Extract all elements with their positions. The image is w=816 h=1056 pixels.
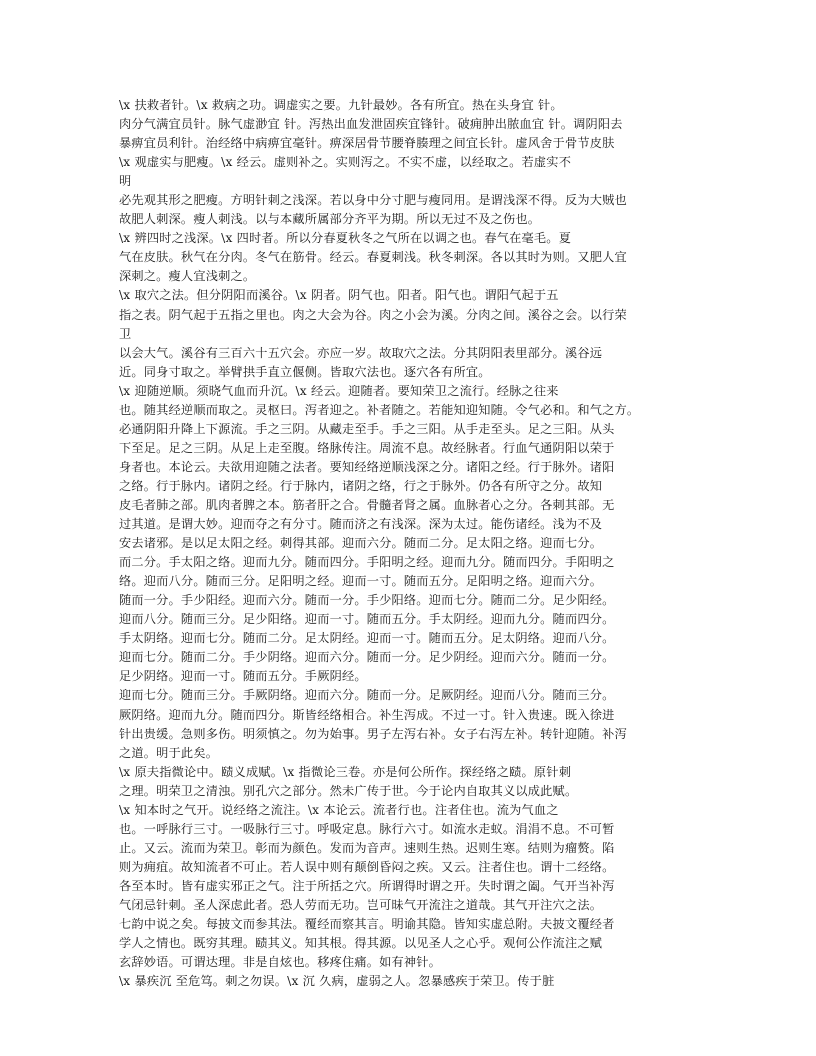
text-line: \x 原夫指微论中。赜义成赋。\x 指微论三卷。亦是何公所作。探经络之赜。原针刺 (119, 764, 572, 779)
text-line: 则为痈疽。故知流者不可止。若人误中则有颠倒昏闷之疾。又云。注者住也。谓十二经络。 (119, 859, 615, 874)
text-line: 下至足。足之三阴。从足上走至腹。络脉传注。周流不息。故经脉者。行血气通阴阳以荣于 (119, 440, 615, 455)
text-line: \x 知本时之气开。说经络之流注。\x 本论云。流者行也。注者住也。流为气血之 (119, 802, 559, 817)
text-line: 身者也。本论云。夫欲用迎随之法者。要知经络逆顺浅深之分。诸阳之经。行于脉外。诸阳 (119, 459, 615, 474)
text-line: \x 辨四时之浅深。\x 四时者。所以分春夏秋冬之气所在以调之也。春气在毫毛。夏 (119, 231, 572, 246)
text-line: 各至本时。皆有虚实邪正之气。注于所括之穴。所谓得时谓之开。失时谓之阖。气开当补泻 (119, 878, 615, 893)
text-line: 皮毛者肺之部。肌肉者脾之本。筋者肝之合。骨髓者肾之属。血脉者心之分。各刺其部。无 (119, 497, 615, 512)
text-line: 之络。行于脉内。诸阴之经。行于脉内，诸阴之络，行之于脉外。仍各有所守之分。故知 (119, 478, 603, 493)
text-line: 之理。明荣卫之清浊。别孔穴之部分。然未广传于世。今于论内自取其义以成此赋。 (119, 783, 578, 798)
text-line: 止。又云。流而为荣卫。彰而为颜色。发而为音声。速则生热。迟则生寒。结则为瘤赘。陷 (119, 840, 615, 855)
text-line: 过其道。是谓大妙。迎而夺之有分寸。随而济之有浅深。深为太过。能伤诸经。浅为不及 (119, 517, 603, 532)
text-line: 肉分气满宜员针。脉气虚渺宜 针。泻热出血发泄固疾宜锋针。破痈肿出脓血宜 针。调阴阳去 (119, 117, 623, 132)
text-line: 迎而七分。随而二分。手少阴络。迎而六分。随而一分。足少阴经。迎而六分。随而一分。 (119, 650, 615, 665)
text-line: 故肥人刺深。瘦人刺浅。以与本藏所属部分齐平为期。所以无过不及之伤也。 (119, 212, 541, 227)
text-line: 气闭忌针刺。圣人深虑此者。恐人劳而无功。岂可昧气开流注之道哉。其气开注穴之法。 (119, 897, 603, 912)
text-line: 指之表。阴气起于五指之里也。肉之大会为谷。肉之小会为溪。分肉之间。溪谷之会。以行荣 (119, 307, 627, 322)
text-line: 深刺之。瘦人宜浅刺之。 (119, 269, 256, 284)
text-line: \x 观虚实与肥瘦。\x 经云。虚则补之。实则泻之。不实不虚，以经取之。若虚实不 (119, 155, 572, 170)
text-line: 卫 (119, 326, 132, 341)
text-line: 玄辞妙语。可谓达理。非是自炫也。移疼住痛。如有神针。 (119, 955, 442, 970)
text-line: 之道。明于此矣。 (119, 745, 219, 760)
text-line: 近。同身寸取之。举臂拱手直立偃侧。皆取穴法也。逐穴各有所宜。 (119, 364, 491, 379)
text-line: 也。随其经逆顺而取之。灵枢曰。泻者迎之。补者随之。若能知迎知随。令气必和。和气之方。 (119, 402, 640, 417)
text-line: 迎而八分。随而三分。足少阳络。迎而一寸。随而五分。手太阴经。迎而九分。随而四分。 (119, 612, 615, 627)
text-line: 也。一呼脉行三寸。一吸脉行三寸。呼吸定息。脉行六寸。如流水走蚁。涓涓不息。不可暂 (119, 821, 615, 836)
text-line: \x 迎随逆顺。须晓气血而升沉。\x 经云。迎随者。要知荣卫之流行。经脉之往来 (119, 383, 559, 398)
text-line: 络。迎而八分。随而三分。足阳明之经。迎而一寸。随而五分。足阳明之络。迎而六分。 (119, 574, 603, 589)
text-line: 而二分。手太阳之络。迎而九分。随而四分。手阳明之经。迎而九分。随而四分。手阳明之 (119, 555, 615, 570)
text-line: 迎而七分。随而三分。手厥阴络。迎而六分。随而一分。足厥阴经。迎而八分。随而三分。 (119, 688, 615, 703)
text-line: 必先观其形之肥瘦。方明针刺之浅深。若以身中分寸肥与瘦同用。是谓浅深不得。反为大贼也 (119, 193, 627, 208)
text-line: \x 暴疾沉 至危笃。刺之勿误。\x 沉 久病，虚弱之人。忽暴感疾于荣卫。传于脏 (119, 974, 555, 989)
text-line: 气在皮肤。秋气在分肉。冬气在筋骨。经云。春夏刺浅。秋冬刺深。各以其时为则。又肥人宜 (119, 250, 627, 265)
text-line: 明 (119, 174, 132, 189)
text-line: 必通阴阳升降上下源流。手之三阴。从藏走至手。手之三阳。从手走至头。足之三阳。从头 (119, 421, 615, 436)
text-line: 暴痹宜员利针。治经络中病痹宜毫针。痹深居骨节腰脊腠理之间宜长针。虚风舍于骨节皮肤 (119, 136, 615, 151)
document-body (119, 96, 709, 991)
text-line: 学人之情也。既穷其理。赜其义。知其根。得其源。以见圣人之心乎。观何公作流注之赋 (119, 936, 603, 951)
text-line: 七韵中说之矣。每披文而参其法。覆经而察其言。明谕其隐。皆知实虚总附。夫披文覆经者 (119, 917, 615, 932)
text-line: 随而一分。手少阳经。迎而六分。随而一分。手少阳络。迎而七分。随而二分。足少阳经。 (119, 593, 615, 608)
text-line: \x 扶救者针。\x 救病之功。调虚实之要。九针最妙。各有所宜。热在头身宜 针。 (119, 98, 563, 112)
text-line: 厥阴络。迎而九分。随而四分。斯皆经络相合。补生泻成。不过一寸。针入贵速。既入徐进 (119, 707, 615, 722)
text-line: 安去诸邪。是以足太阳之经。刺得其部。迎而六分。随而二分。足太阳之络。迎而七分。 (119, 536, 603, 551)
text-line: 足少阴络。迎而一寸。随而五分。手厥阴经。 (119, 669, 367, 684)
text-line: 手太阴络。迎而七分。随而二分。足太阴经。迎而一寸。随而五分。足太阴络。迎而八分。 (119, 631, 615, 646)
text-line: \x 取穴之法。但分阴阳而溪谷。\x 阴者。阴气也。阳者。阳气也。谓阳气起于五 (119, 288, 559, 303)
text-line: 针出贵缓。急则多伤。明须慎之。勿为始事。男子左泻右补。女子右泻左补。转针迎随。补泻 (119, 726, 627, 741)
text-line: 以会大气。溪谷有三百六十五穴会。亦应一岁。故取穴之法。分其阴阳表里部分。溪谷远 (119, 345, 603, 360)
